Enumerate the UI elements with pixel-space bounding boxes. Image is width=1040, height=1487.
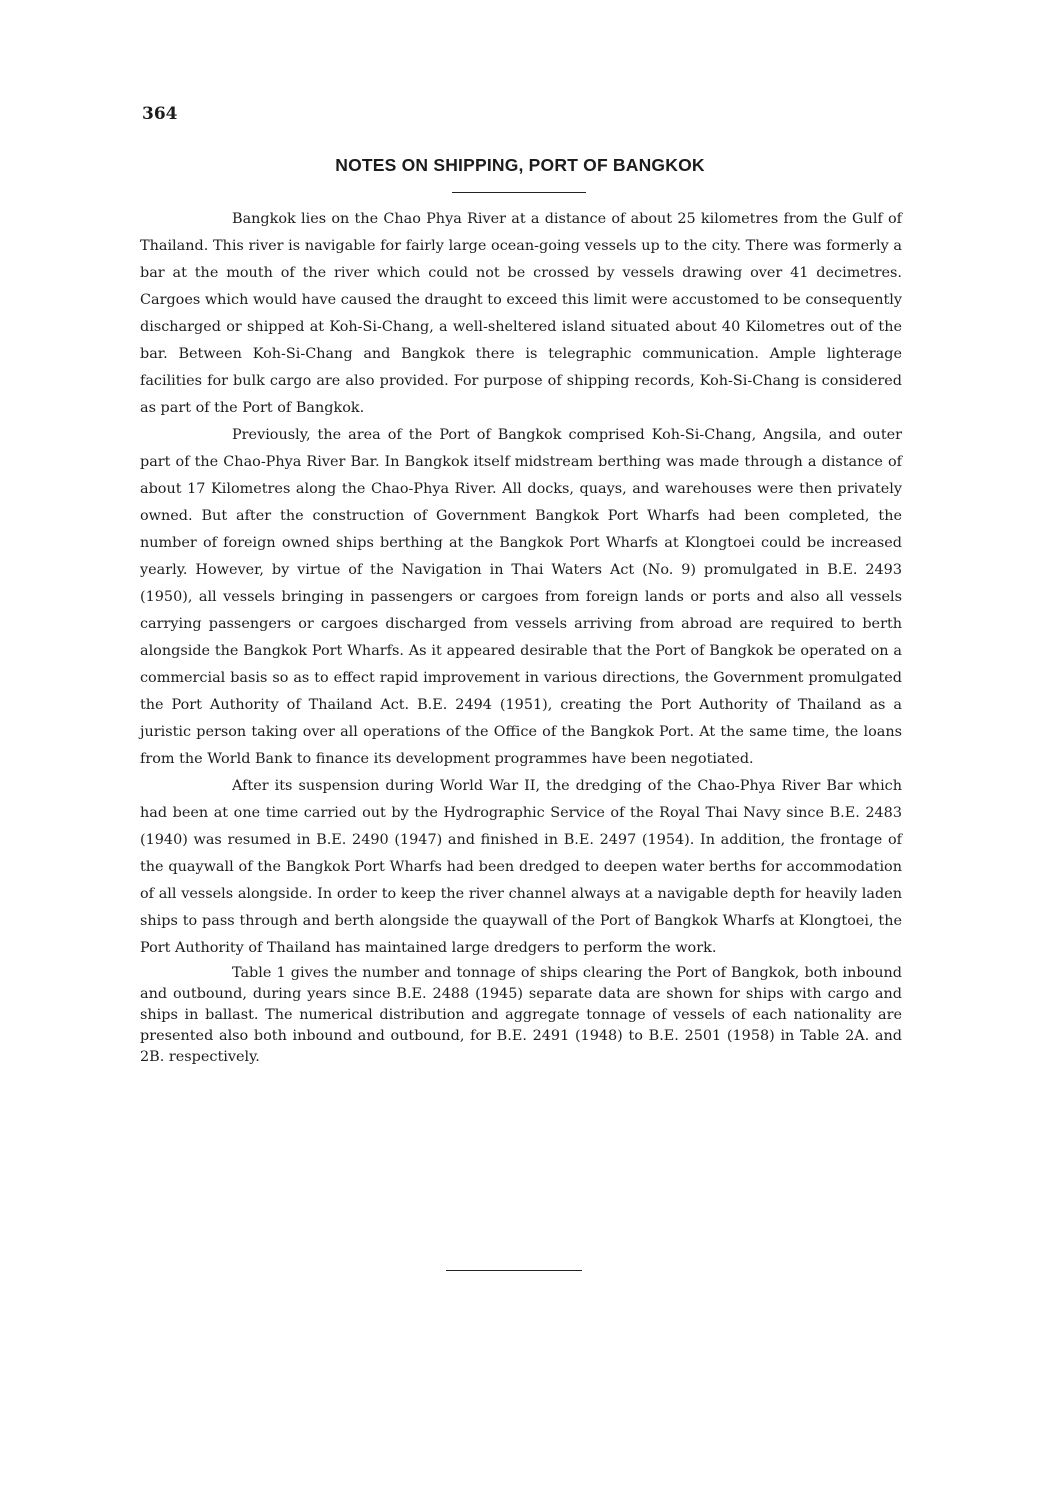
page-title: NOTES ON SHIPPING, PORT OF BANGKOK [335, 155, 705, 175]
paragraph-tables: Table 1 gives the number and tonnage of ships clearing the Port of Bangkok, both inbound and outbound, during years since B.E. 2488 (1945) separate data are shown for ships with cargo and ships in ballast. The numerical distribution and aggregate tonnage of vessels of each nationality are presented also both inbound and outbound, for B.E. 2491 (1948) to B.E. 2501 (1958) in Table 2A. and 2B. respectively. [140, 965, 902, 1065]
end-divider [446, 1270, 582, 1271]
paragraph-port-area: Previously, the area of the Port of Bangkok comprised Koh-Si-Chang, Angsila, and outer part of the Chao-Phya River Bar. In Bangkok itself midstream berthing was made through a distance of about 17 Kilometres along the Chao-Phya River. All docks, quays, and warehouses were then privately owned. But after the construction of Government Bangkok Port Wharfs had been completed, the number of foreign owned ships berthing at the Bangkok Port Wharfs at Klongtoei could be increased yearly. However, by virtue of the Navigation in Thai Waters Act (No. 9) promulgated in B.E. 2493 (1950), all vessels bringing in passengers or cargoes from foreign lands or ports and also all vessels carrying passengers or cargoes discharged from vessels arriving from abroad are required to berth alongside the Bangkok Port Wharfs. As it appeared desirable that the Port of Bangkok be operated on a commercial basis so as to effect rapid improvement in various directions, the Government promulgated the Port Authority of Thailand Act. B.E. 2494 (1951), creating the Port Authority of Thailand as a juristic person taking over all operations of the Office of the Bangkok Port. At the same time, the loans from the World Bank to finance its development programmes have been negotiated. [140, 427, 902, 767]
body-text [140, 206, 902, 1068]
paragraph-location: Bangkok lies on the Chao Phya River at a distance of about 25 kilometres from the Gulf of Thailand. This river is navigable for fairly large ocean-going vessels up to the city. There was formerly a bar at the mouth of the river which could not be crossed by vessels drawing over 41 decimetres. Cargoes which would have caused the draught to exceed this limit were accustomed to be consequently discharged or shipped at Koh-Si-Chang, a well-sheltered island situated about 40 Kilometres out of the bar. Between Koh-Si-Chang and Bangkok there is telegraphic communication. Ample lighterage facilities for bulk cargo are also provided. For purpose of shipping records, Koh-Si-Chang is considered as part of the Port of Bangkok. [140, 211, 902, 416]
paragraph-dredging: After its suspension during World War II, the dredging of the Chao-Phya River Bar which had been at one time carried out by the Hydrographic Service of the Royal Thai Navy since B.E. 2483 (1940) was resumed in B.E. 2490 (1947) and finished in B.E. 2497 (1954). In addition, the frontage of the quaywall of the Bangkok Port Wharfs had been dredged to deepen water berths for accommodation of all vessels alongside. In order to keep the river channel always at a navigable depth for heavily laden ships to pass through and berth alongside the quaywall of the Port of Bangkok Wharfs at Klongtoei, the Port Authority of Thailand has maintained large dredgers to perform the work. [140, 778, 902, 956]
title-divider [452, 192, 586, 193]
page-number: 364 [142, 104, 178, 124]
